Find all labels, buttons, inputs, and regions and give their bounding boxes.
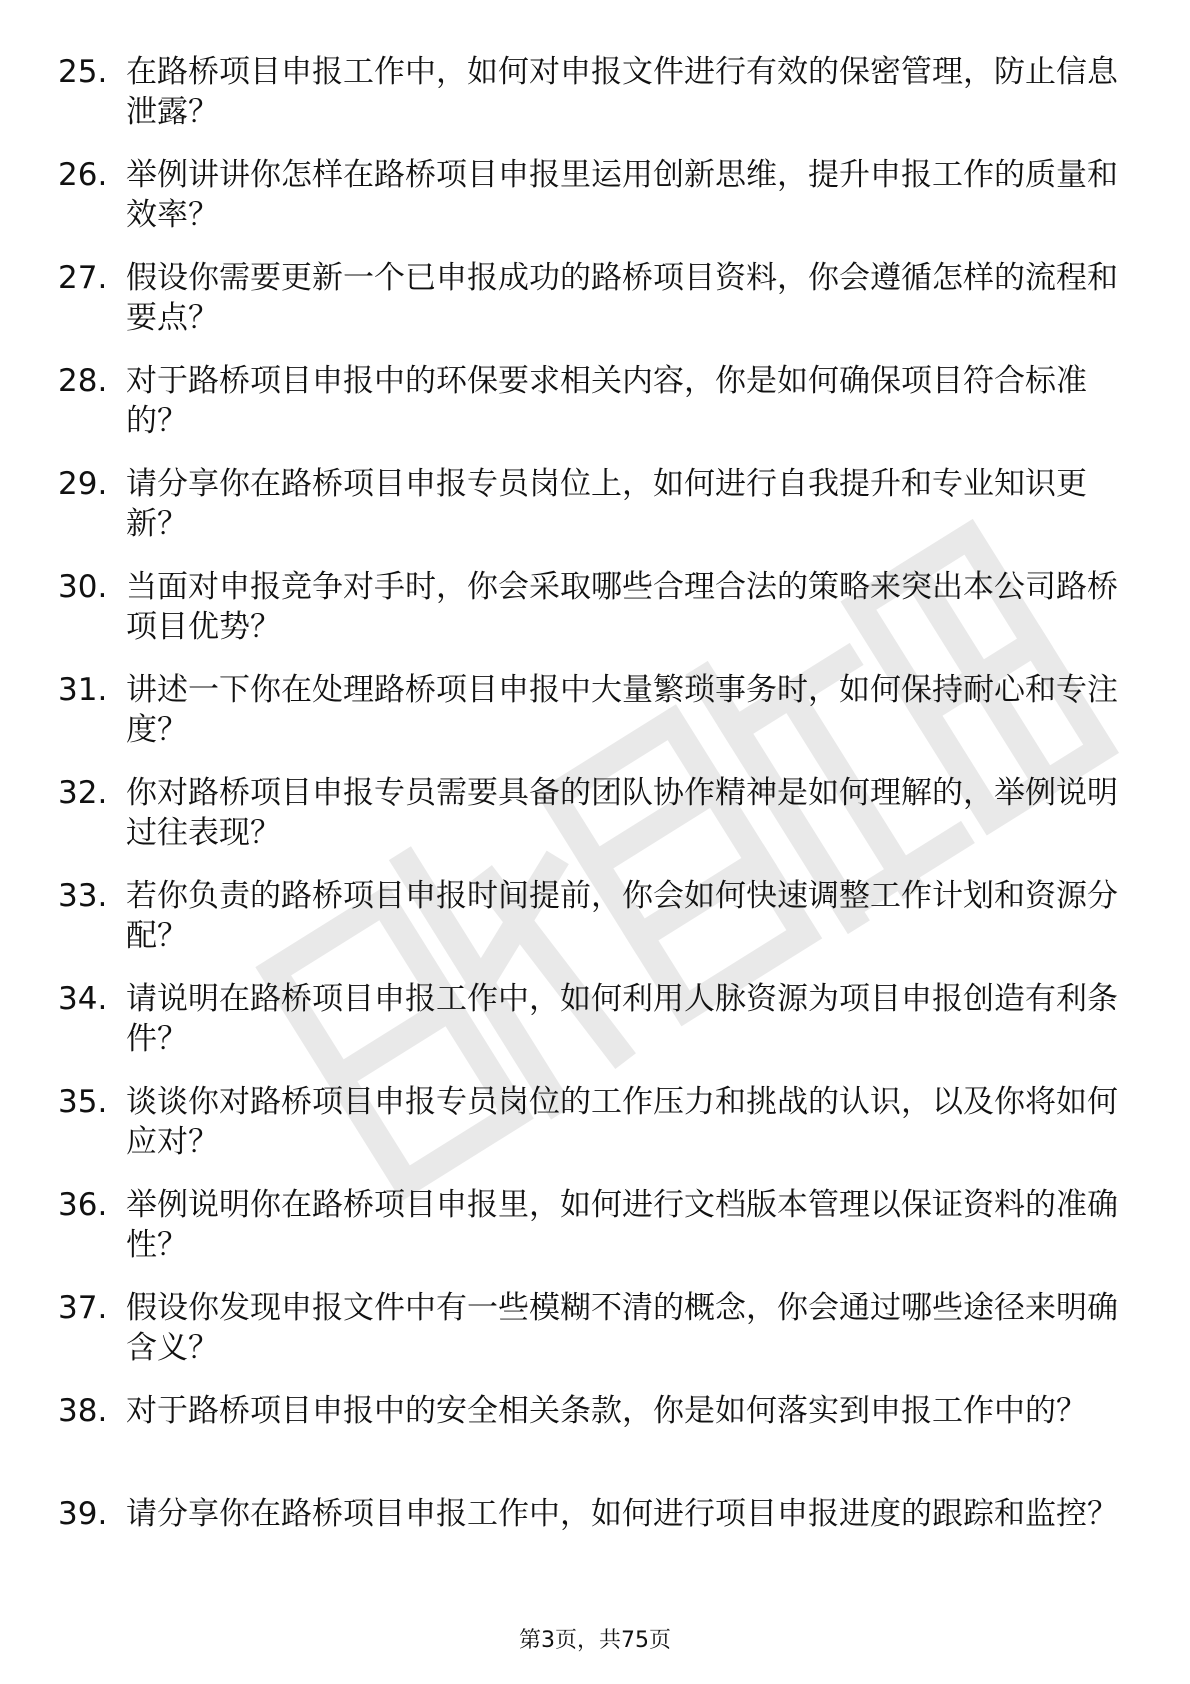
question-text: 在路桥项目申报工作中，如何对申报文件进行有效的保密管理，防止信息泄露？: [126, 54, 1118, 130]
question-number: 30.: [58, 569, 108, 605]
question-number: 36.: [58, 1187, 108, 1223]
question-item: [58, 258, 1138, 361]
question-item: [58, 567, 1138, 670]
question-number: 31.: [58, 672, 108, 708]
page-number-label: 第3页，共75页: [519, 1628, 671, 1653]
question-list: [58, 52, 1138, 1597]
question-text: 举例讲讲你怎样在路桥项目申报里运用创新思维，提升申报工作的质量和效率？: [126, 157, 1118, 233]
question-number: 33.: [58, 878, 108, 914]
question-item: [58, 1391, 1138, 1494]
question-number: 25.: [58, 54, 108, 90]
question-text: 当面对申报竞争对手时，你会采取哪些合理合法的策略来突出本公司路桥项目优势？: [126, 569, 1118, 645]
question-text: 谈谈你对路桥项目申报专员岗位的工作压力和挑战的认识，以及你将如何应对？: [126, 1084, 1118, 1160]
question-item: [58, 464, 1138, 567]
question-item: [58, 52, 1138, 155]
question-text: 对于路桥项目申报中的安全相关条款，你是如何落实到申报工作中的？: [126, 1393, 1087, 1429]
question-text: 若你负责的路桥项目申报时间提前，你会如何快速调整工作计划和资源分配？: [126, 878, 1118, 954]
question-number: 34.: [58, 981, 108, 1017]
question-text: 假设你发现申报文件中有一些模糊不清的概念，你会通过哪些途径来明确含义？: [126, 1290, 1118, 1366]
question-text: 请说明在路桥项目申报工作中，如何利用人脉资源为项目申报创造有利条件？: [126, 981, 1118, 1057]
question-item: [58, 1185, 1138, 1288]
question-item: [58, 1494, 1138, 1597]
question-text: 假设你需要更新一个已申报成功的路桥项目资料，你会遵循怎样的流程和要点？: [126, 260, 1118, 336]
question-number: 39.: [58, 1496, 108, 1532]
question-item: [58, 1082, 1138, 1185]
question-number: 35.: [58, 1084, 108, 1120]
question-number: 38.: [58, 1393, 108, 1429]
question-number: 28.: [58, 363, 108, 399]
question-number: 32.: [58, 775, 108, 811]
question-number: 37.: [58, 1290, 108, 1326]
question-item: [58, 876, 1138, 979]
question-text: 对于路桥项目申报中的环保要求相关内容，你是如何确保项目符合标准的？: [126, 363, 1087, 439]
question-item: [58, 155, 1138, 258]
question-number: 26.: [58, 157, 108, 193]
question-text: 举例说明你在路桥项目申报里，如何进行文档版本管理以保证资料的准确性？: [126, 1187, 1118, 1263]
question-text: 请分享你在路桥项目申报工作中，如何进行项目申报进度的跟踪和监控？: [126, 1496, 1118, 1532]
question-item: [58, 773, 1138, 876]
question-item: [58, 670, 1138, 773]
question-number: 29.: [58, 466, 108, 502]
question-number: 27.: [58, 260, 108, 296]
question-item: [58, 979, 1138, 1082]
question-item: [58, 361, 1138, 464]
question-text: 请分享你在路桥项目申报专员岗位上，如何进行自我提升和专业知识更新？: [126, 466, 1087, 542]
question-text: 你对路桥项目申报专员需要具备的团队协作精神是如何理解的，举例说明过往表现？: [126, 775, 1118, 851]
question-item: [58, 1288, 1138, 1391]
question-text: 讲述一下你在处理路桥项目申报中大量繁琐事务时，如何保持耐心和专注度？: [126, 672, 1118, 748]
page-footer: [0, 1626, 1190, 1656]
